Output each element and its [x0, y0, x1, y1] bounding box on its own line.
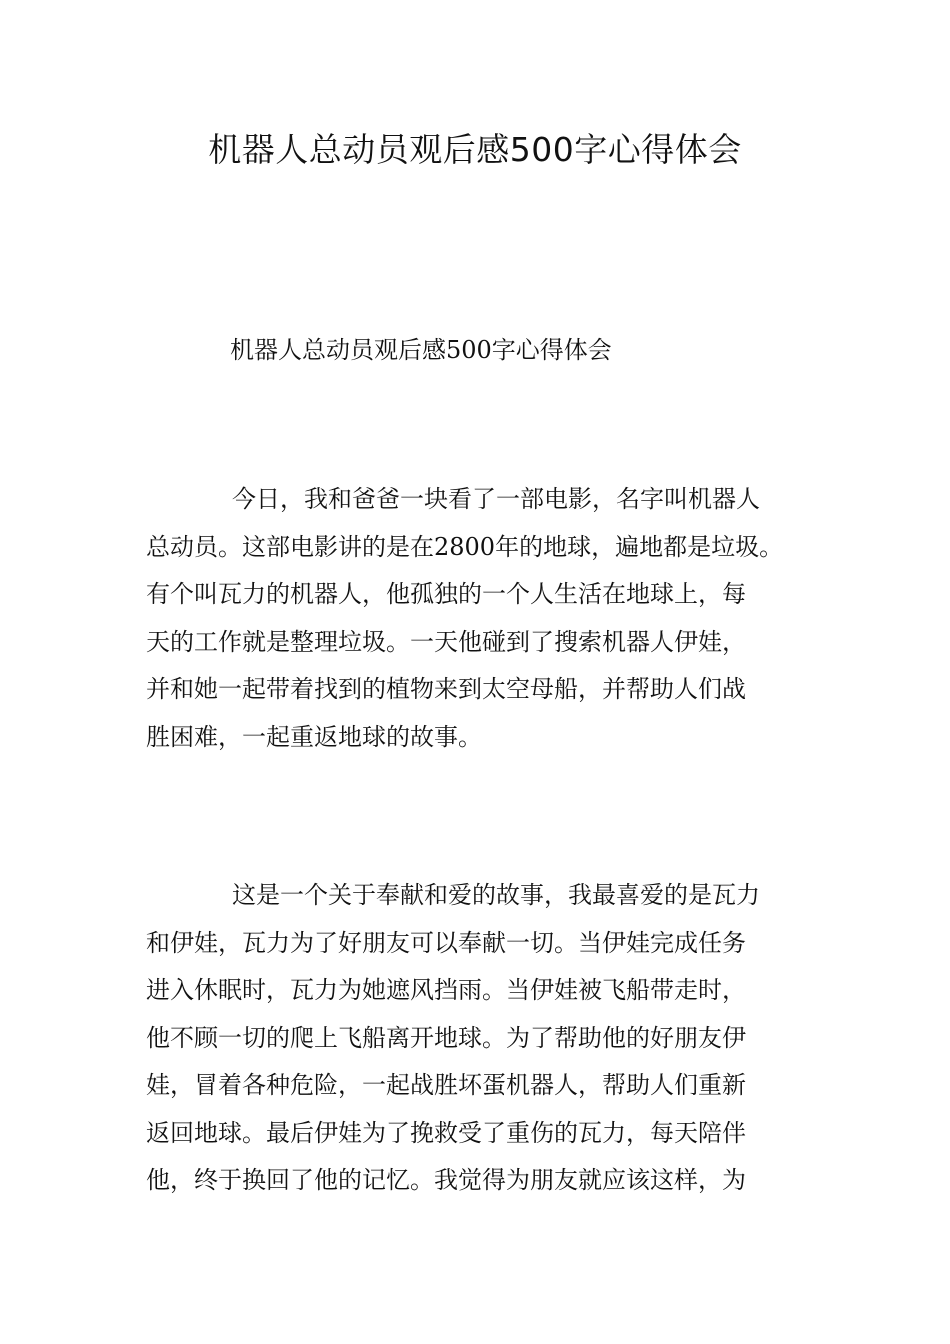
paragraph-line: 返回地球。最后伊娃为了挽救受了重伤的瓦力，每天陪伴	[146, 1118, 746, 1147]
paragraph-2	[146, 872, 814, 1205]
document-title: 机器人总动员观后感500字心得体会	[208, 130, 742, 169]
paragraph-line: 胜困难，一起重返地球的故事。	[146, 722, 482, 751]
paragraph-line: 他，终于换回了他的记忆。我觉得为朋友就应该这样，为	[146, 1166, 746, 1194]
paragraph-line: 天的工作就是整理垃圾。一天他碰到了搜索机器人伊娃，	[146, 627, 746, 656]
paragraph-line: 有个叫瓦力的机器人，他孤独的一个人生活在地球上，每	[146, 580, 746, 608]
paragraph-line: 并和她一起带着找到的植物来到太空母船，并帮助人们战	[146, 675, 746, 703]
paragraph-line: 总动员。这部电影讲的是在2800年的地球，遍地都是垃圾。	[146, 532, 784, 561]
document-subtitle: 机器人总动员观后感500字心得体会	[230, 336, 612, 364]
paragraph-line: 娃，冒着各种危险，一起战胜坏蛋机器人，帮助人们重新	[146, 1071, 746, 1099]
paragraph-line: 他不顾一切的爬上飞船离开地球。为了帮助他的好朋友伊	[146, 1023, 746, 1052]
paragraph-1	[146, 476, 814, 761]
paragraph-line: 今日，我和爸爸一块看了一部电影，名字叫机器人	[232, 485, 760, 513]
paragraph-line: 进入休眠时，瓦力为她遮风挡雨。当伊娃被飞船带走时，	[146, 976, 746, 1004]
paragraph-line: 和伊娃，瓦力为了好朋友可以奉献一切。当伊娃完成任务	[146, 928, 746, 957]
paragraph-line: 这是一个关于奉献和爱的故事，我最喜爱的是瓦力	[232, 881, 760, 909]
